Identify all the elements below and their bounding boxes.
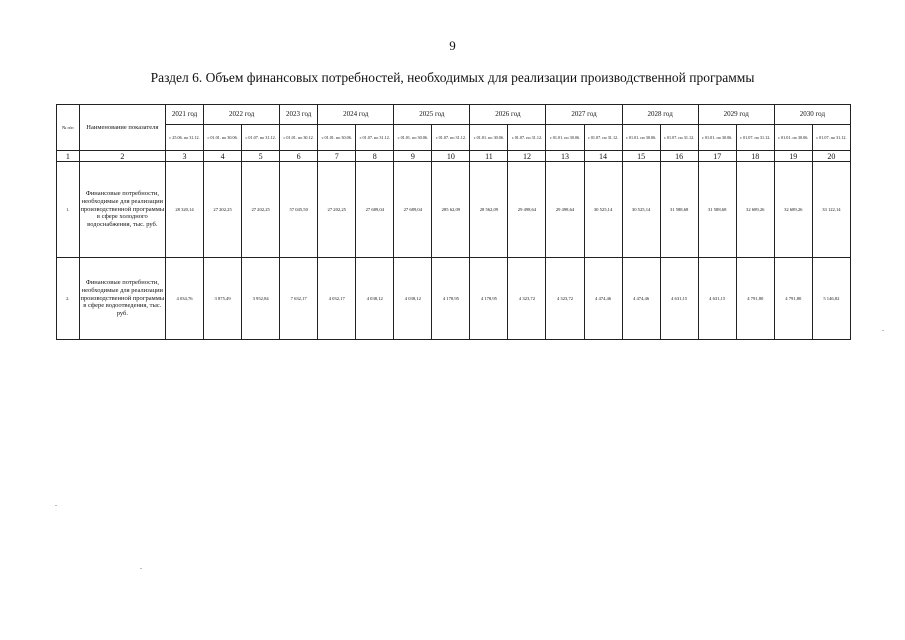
value-cell: 31 588,68 (660, 162, 698, 258)
value-cell: 4 034,76 (166, 258, 204, 340)
column-number: 1 (57, 151, 80, 162)
column-number: 20 (812, 151, 850, 162)
header-year: 2027 год (546, 105, 622, 125)
value-cell: 5 146,82 (812, 258, 850, 340)
header-period: с 01.01. по 30.06. (318, 125, 356, 151)
value-cell: 27 202,25 (242, 162, 280, 258)
header-period: с 01.07. по 31.12. (812, 125, 850, 151)
scan-speck (882, 330, 884, 331)
scan-speck (55, 505, 57, 506)
header-year: 2028 год (622, 105, 698, 125)
column-number: 15 (622, 151, 660, 162)
column-number: 10 (432, 151, 470, 162)
header-year: 2022 год (204, 105, 280, 125)
row-index: 1. (57, 162, 80, 258)
column-number: 17 (698, 151, 736, 162)
row-index: 2. (57, 258, 80, 340)
value-cell: 4 038,12 (394, 258, 432, 340)
scan-speck (140, 568, 142, 569)
header-row-years (57, 105, 851, 125)
column-number: 4 (204, 151, 242, 162)
value-cell: 4 178,95 (432, 258, 470, 340)
header-year: 2025 год (394, 105, 470, 125)
value-cell: 32 689,26 (736, 162, 774, 258)
column-number: 7 (318, 151, 356, 162)
header-period: с 01.07. по 31.12. (584, 125, 622, 151)
value-cell: 29 498,64 (508, 162, 546, 258)
header-period: с 01.01. по 30.06. (774, 125, 812, 151)
value-cell: 4 038,12 (356, 258, 394, 340)
header-year: 2026 год (470, 105, 546, 125)
header-period: с 01.07. по 31.12. (736, 125, 774, 151)
header-row-periods (57, 125, 851, 151)
header-period: с 01.01. по 30.06. (470, 125, 508, 151)
value-cell: 4 323,72 (546, 258, 584, 340)
header-year: 2030 год (774, 105, 850, 125)
header-period: с 01.01. по 30.06. (698, 125, 736, 151)
column-number: 5 (242, 151, 280, 162)
column-number: 8 (356, 151, 394, 162)
column-number: 13 (546, 151, 584, 162)
header-period: с 01.01. по 30.06. (394, 125, 432, 151)
value-cell: 27 689,04 (356, 162, 394, 258)
value-cell: 4 178,95 (470, 258, 508, 340)
column-number: 9 (394, 151, 432, 162)
value-cell: 4 631,15 (698, 258, 736, 340)
value-cell: 31 588,68 (698, 162, 736, 258)
page-number: 9 (449, 38, 456, 53)
value-cell: 28 562,09 (470, 162, 508, 258)
table-row (57, 162, 851, 258)
row-indicator-name: Финансовые потребности, необходимые для реализации производственной программы в сфере холодного водоснабжения, тыс. руб. (79, 162, 165, 258)
column-number: 3 (166, 151, 204, 162)
value-cell: 57 045,50 (280, 162, 318, 258)
column-number: 12 (508, 151, 546, 162)
value-cell: 4 474,46 (622, 258, 660, 340)
header-period: с 01.07. по 31.12. (356, 125, 394, 151)
value-cell: 4 631,15 (660, 258, 698, 340)
value-cell: 7 632,17 (280, 258, 318, 340)
column-number: 11 (470, 151, 508, 162)
header-period: с 01.01. по 30.06. (622, 125, 660, 151)
header-period: с 01.01. по 30.12. (280, 125, 318, 151)
header-year: 2029 год (698, 105, 774, 125)
value-cell: 285 62,09 (432, 162, 470, 258)
row-indicator-name: Финансовые потребности, необходимые для реализации производственной программы в сфере водоотведения, тыс. руб. (79, 258, 165, 340)
value-cell: 3 952,84 (242, 258, 280, 340)
header-period: с 01.01. по 30.06. (204, 125, 242, 151)
value-cell: 28 320,14 (166, 162, 204, 258)
header-period: с 01.01. по 30.06. (546, 125, 584, 151)
column-number: 6 (280, 151, 318, 162)
header-period: с 01.07. по 31.12. (660, 125, 698, 151)
column-number-row (57, 151, 851, 162)
value-cell: 4 791,80 (736, 258, 774, 340)
section-title: Раздел 6. Объем финансовых потребностей, необходимых для реализации производственной программы (150, 70, 755, 85)
column-number: 16 (660, 151, 698, 162)
value-cell: 4 323,72 (508, 258, 546, 340)
header-period: с 01.07. по 31.12. (432, 125, 470, 151)
value-cell: 27 202,25 (204, 162, 242, 258)
header-period: с 25.06. по 31.12. (166, 125, 204, 151)
header-period: с 01.07. по 31.12. (508, 125, 546, 151)
header-period: с 01.07. по 31.12. (242, 125, 280, 151)
header-year: 2023 год (280, 105, 318, 125)
value-cell: 3 875,49 (204, 258, 242, 340)
value-cell: 32 689,26 (774, 162, 812, 258)
value-cell: 30 525,14 (584, 162, 622, 258)
value-cell: 4 474,46 (584, 258, 622, 340)
header-year: 2021 год (166, 105, 204, 125)
value-cell: 4 791,80 (774, 258, 812, 340)
column-number: 14 (584, 151, 622, 162)
value-cell: 4 032,17 (318, 258, 356, 340)
header-indicator-name: Наименование показателя (79, 105, 165, 151)
value-cell: 29 498,64 (546, 162, 584, 258)
value-cell: 33 122,14 (812, 162, 850, 258)
column-number: 18 (736, 151, 774, 162)
header-no: № п/п (57, 105, 80, 151)
column-number: 2 (79, 151, 165, 162)
value-cell: 27 202,25 (318, 162, 356, 258)
header-year: 2024 год (318, 105, 394, 125)
financial-needs-table (56, 104, 851, 340)
table-row (57, 258, 851, 340)
column-number: 19 (774, 151, 812, 162)
value-cell: 30 525,14 (622, 162, 660, 258)
value-cell: 27 689,04 (394, 162, 432, 258)
